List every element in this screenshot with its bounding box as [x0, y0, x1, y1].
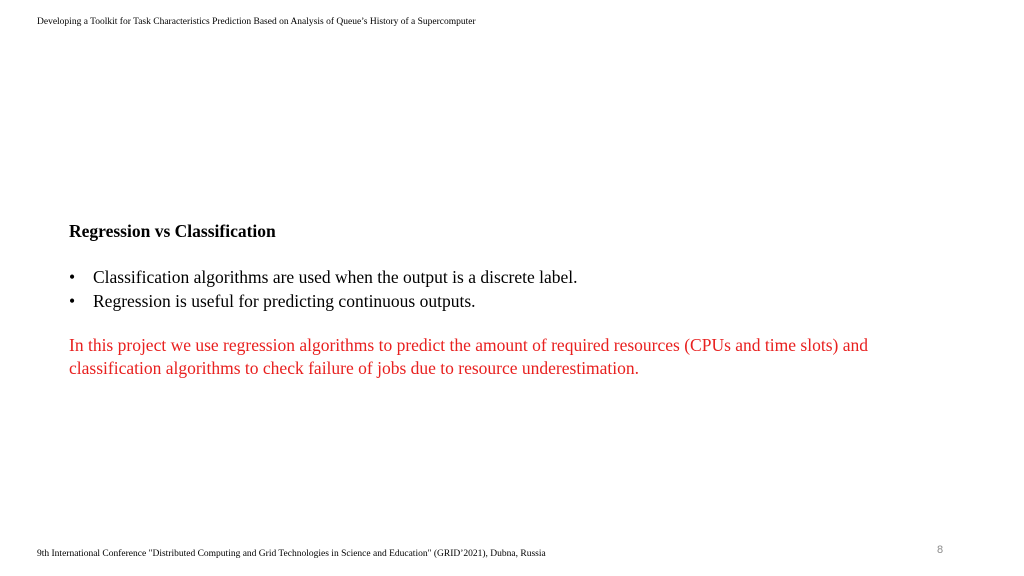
slide-header-title: Developing a Toolkit for Task Characteristics Prediction Based on Analysis of Queue’s History of a Supercomputer: [37, 17, 476, 27]
bullet-list: [69, 265, 578, 313]
bullet-text: Classification algorithms are used when the output is a discrete label.: [93, 267, 578, 287]
bullet-dot-icon: •: [69, 291, 76, 311]
bullet-item-regression: [69, 289, 578, 313]
bullet-item-classification: [69, 265, 578, 289]
project-summary-paragraph: [69, 334, 969, 380]
bullet-dot-icon: •: [69, 267, 76, 287]
project-summary-line: classification algorithms to check failure of jobs due to resource underestimation.: [69, 358, 640, 378]
footer-conference: 9th International Conference "Distributed Computing and Grid Technologies in Science and Education" (GRID’2021), Dubna, Russia: [37, 549, 546, 559]
bullet-text: Regression is useful for predicting continuous outputs.: [93, 291, 476, 311]
section-heading: Regression vs Classification: [69, 221, 276, 241]
project-summary-line: In this project we use regression algorithms to predict the amount of required resources (CPUs and time slots) and: [69, 335, 868, 355]
page-number: 8: [937, 544, 944, 556]
